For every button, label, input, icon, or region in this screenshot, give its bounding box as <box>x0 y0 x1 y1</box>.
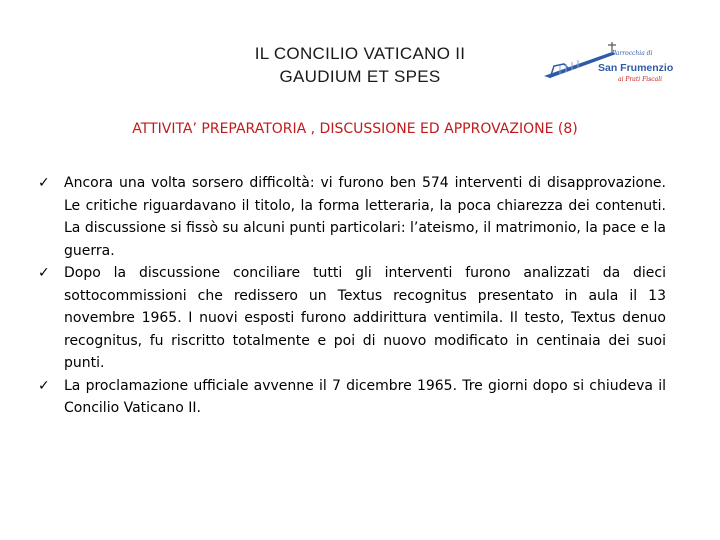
bullet-text: Dopo la discussione conciliare tutti gli interventi furono analizzati da dieci sottocommissioni che redissero un Textus recognitus presentato in aula il 13 novembre 1965. I nuovi esposti furono addirittura ventimila. Il testo, Textus denuo recognitus, fu riscritto totalmente e poi di nuovo modificato in centinaia dei suoi punti. <box>64 265 666 371</box>
checkmark-icon: ✓ <box>38 265 50 281</box>
list-item <box>38 172 666 262</box>
list-item <box>38 375 666 420</box>
checkmark-icon: ✓ <box>38 175 50 191</box>
title-line-1: IL CONCILIO VATICANO II <box>254 44 466 63</box>
bullet-text: La proclamazione ufficiale avvenne il 7 dicembre 1965. Tre giorni dopo si chiudeva il Concilio Vaticano II. <box>64 377 666 416</box>
bullet-text: Ancora una volta sorsero difficoltà: vi furono ben 574 interventi di disapprovazione. Le critiche riguardavano il titolo, la forma letteraria, la poca chiarezza dei contenuti. La discussione si fissò su alcuni punti particolari: l’ateismo, il matrimonio, la pace e la guerra. <box>64 175 666 259</box>
logo-line-bottom: ai Prati Fiscali <box>618 76 663 83</box>
slide-title <box>170 42 550 88</box>
logo-line-main: San Frumenzio <box>598 62 674 74</box>
checkmark-icon: ✓ <box>38 377 50 394</box>
parish-logo <box>540 40 674 92</box>
section-subtitle: ATTIVITA’ PREPARATORIA , DISCUSSIONE ED APPROVAZIONE (8) <box>132 121 578 137</box>
logo-line-top: Parrocchia di <box>612 50 653 57</box>
bullet-list <box>38 172 666 420</box>
list-item <box>38 262 666 375</box>
title-line-2: GAUDIUM ET SPES <box>279 67 441 86</box>
